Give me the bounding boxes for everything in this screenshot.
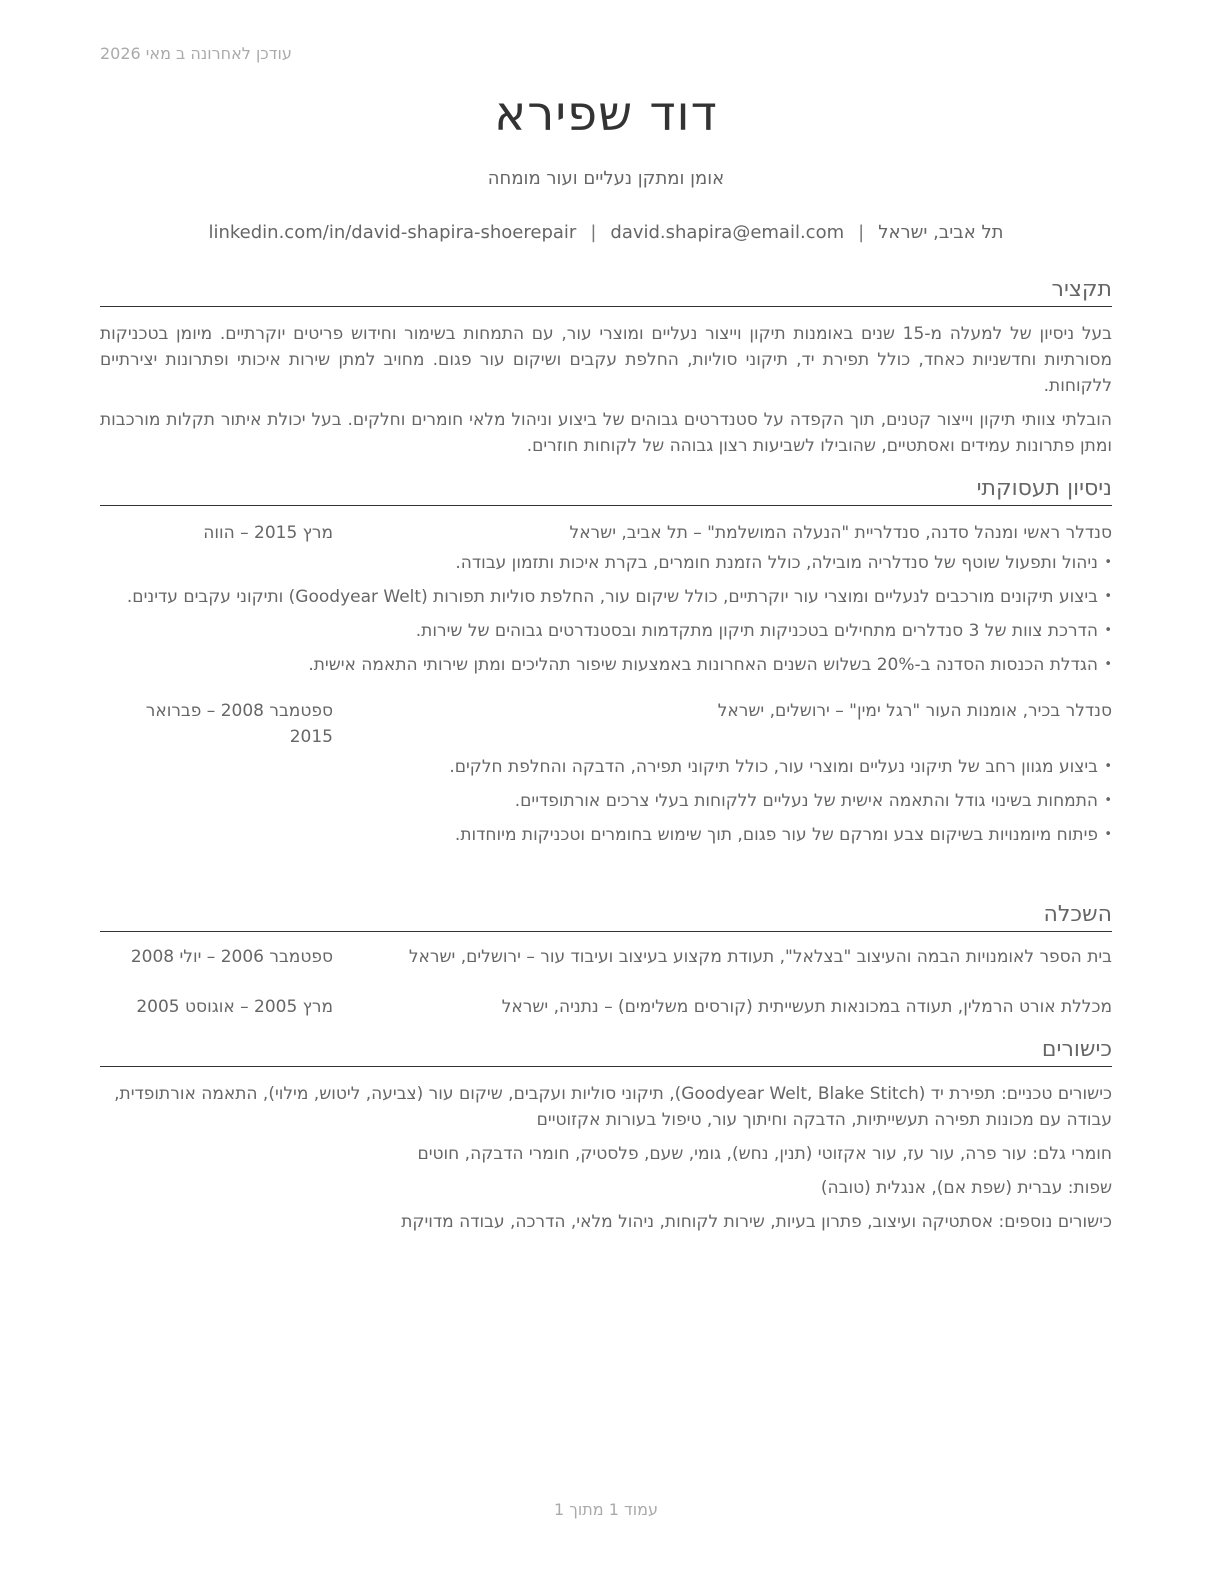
job-header: [100, 520, 1112, 546]
email-link[interactable]: david.shapira@email.com: [610, 222, 845, 243]
job-role: סנדלר בכיר, אומנות העור "רגל ימין" – ירושלים, ישראל: [717, 701, 1112, 721]
education-dates: מרץ 2005 – אוגוסט 2005: [136, 997, 333, 1017]
bullet-item: • התמחות בשינוי גודל והתאמה אישית של נעליים ללקוחות בעלי צרכים אורתופדיים.: [100, 788, 1112, 814]
contact-separator: |: [590, 222, 597, 243]
last-updated: עודכן לאחרונה ב מאי 2026: [100, 44, 292, 63]
job-entry: [100, 698, 1112, 848]
skill-line: חומרי גלם: עור פרה, עור עז, עור אקזוטי (תנין, נחש), גומי, שעם, פלסטיק, חומרי הדבקה, חוטים: [417, 1144, 1112, 1164]
job-header: [100, 698, 1112, 747]
candidate-name: דוד שפירא: [494, 86, 718, 142]
summary-section: [100, 276, 1112, 459]
contact-line: [100, 222, 1112, 243]
bullet-item: • ביצוע תיקונים מורכבים לנעליים ומוצרי עור יוקרתיים, כולל שיקום עור, החלפת סוליות תפורות (Goodyear Welt) ותיקוני עקבים עדינים.: [100, 584, 1112, 610]
contact-separator: |: [858, 222, 865, 243]
bullet-item: • ניהול ותפעול שוטף של סנדלריה מובילה, כולל הזמנת חומרים, בקרת איכות ותזמון עבודה.: [100, 550, 1112, 576]
bullet-item: • פיתוח מיומנויות בשיקום צבע ומרקם של עור פגום, תוך שימוש בחומרים וטכניקות מיוחדות.: [100, 822, 1112, 848]
education-dates: ספטמבר 2006 – יולי 2008: [130, 947, 333, 967]
education-institution: מכללת אורט הרמלין, תעודה במכונאות תעשייתית (קורסים משלימים) – נתניה, ישראל: [501, 997, 1112, 1017]
experience-section: [100, 475, 1112, 856]
location-text: תל אביב, ישראל: [878, 222, 1004, 243]
education-item: [100, 994, 1112, 1020]
bullet-item: • ביצוע מגוון רחב של תיקוני נעליים ומוצרי עור, כולל תיקוני תפירה, הדבקה והחלפת חלקים.: [100, 754, 1112, 780]
summary-paragraph: הובלתי צוותי תיקון וייצור קטנים, תוך הקפדה על סטנדרטים גבוהים של ביצוע וניהול מלאי חומרים וחלקים. בעל יכולת איתור תקלות מורכבות ומתן פתרונות עמידים ואסתטיים, שהובילו לשביעות רצון גבוהה של לקוחות חוזרים.: [100, 410, 1112, 456]
page-number: עמוד 1 מתוך 1: [554, 1500, 658, 1519]
job-dates: מרץ 2015 – הווה: [203, 523, 333, 543]
education-institution: בית הספר לאומנויות הבמה והעיצוב "בצלאל", תעודת מקצוע בעיצוב ועיבוד עור – ירושלים, ישראל: [408, 947, 1112, 967]
job-entry: [100, 520, 1112, 678]
education-item: [100, 944, 1112, 970]
bullet-item: • הגדלת הכנסות הסדנה ב-20% בשלוש השנים האחרונות באמצעות שיפור תהליכים ומתן שירותי התאמה אישית.: [100, 652, 1112, 678]
job-role: סנדלר ראשי ומנהל סדנה, סנדלריית "הנעלה המושלמת" – תל אביב, ישראל: [569, 523, 1112, 543]
skill-line: כישורים נוספים: אסתטיקה ועיצוב, פתרון בעיות, שירות לקוחות, ניהול מלאי, הדרכה, עבודה מדויקת: [401, 1212, 1112, 1232]
candidate-title: אומן ומתקן נעליים ועור מומחה: [487, 168, 725, 189]
resume-page: [100, 0, 1112, 1584]
skills-section: [100, 1036, 1112, 1235]
linkedin-link[interactable]: linkedin.com/in/david-shapira-shoerepair: [208, 222, 577, 243]
bullet-item: • הדרכת צוות של 3 סנדלרים מתחילים בטכניקות תיקון מתקדמות ובסטנדרטים גבוהים של שירות.: [100, 618, 1112, 644]
job-bullets: [100, 754, 1112, 848]
section-heading: ניסיון תעסוקתי: [100, 475, 1112, 506]
section-heading: תקציר: [100, 276, 1112, 307]
summary-paragraph: בעל ניסיון של למעלה מ-15 שנים באומנות תיקון וייצור נעליים ומוצרי עור, עם התמחות בשימור וחידוש פריטים יוקרתיים. מיומן בטכניקות מסורתיות וחדשניות כאחד, כולל תפירת יד, תיקוני סוליות, החלפת עקבים ושיקום עור פגום. מחויב למתן שירות איכותי ופתרונות יצירתיים ללקוחות.: [100, 324, 1112, 396]
job-dates: ספטמבר 2008 – פברואר 2015: [145, 701, 333, 747]
education-section: [100, 901, 1112, 1020]
skill-line: שפות: עברית (שפת אם), אנגלית (טובה): [820, 1178, 1112, 1198]
section-heading: כישורים: [100, 1036, 1112, 1067]
section-heading: השכלה: [100, 901, 1112, 932]
skill-line: כישורים טכניים: תפירת יד (Goodyear Welt, Blake Stitch), תיקוני סוליות ועקבים, שיקום עור (צביעה, ליטוש, מילוי), התאמה אורתופדית, עבודה עם מכונות תפירה תעשייתיות, הדבקה וחיתוך עור, טיפול בעורות אקזוטיים: [114, 1084, 1112, 1130]
job-bullets: [100, 550, 1112, 678]
